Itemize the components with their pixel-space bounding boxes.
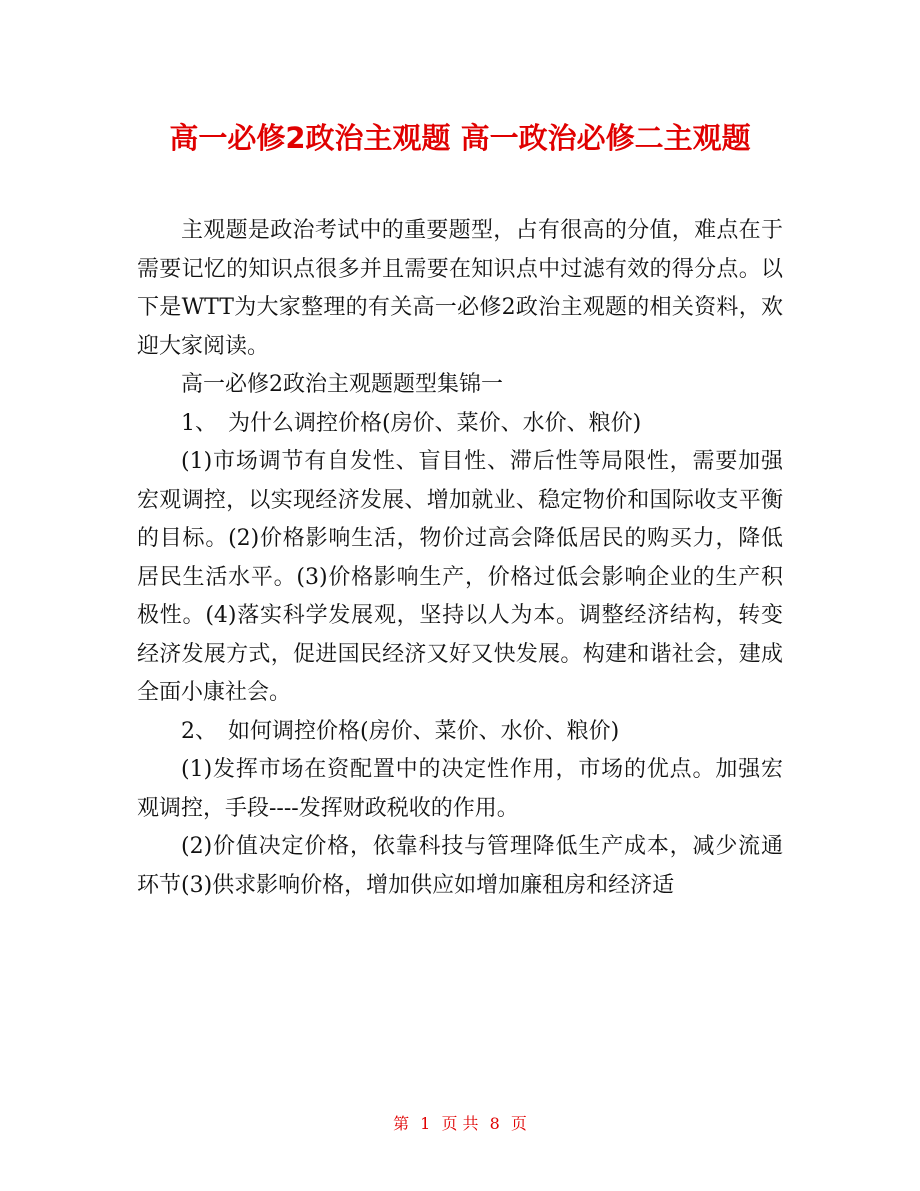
answer-2-paragraph-1: (1)发挥市场在资配置中的决定性作用，市场的优点。加强宏观调控，手段----发挥财政税收的作用。 <box>137 757 783 821</box>
document-body <box>137 212 783 905</box>
intro-paragraph: 主观题是政治考试中的重要题型，占有很高的分值，难点在于需要记忆的知识点很多并且需要在知识点中过滤有效的得分点。以下是WTT为大家整理的有关高一必修2政治主观题的相关资料，欢迎大家阅读。 <box>137 218 783 359</box>
page-footer <box>0 1113 920 1135</box>
document-title: 高一必修2政治主观题 高一政治必修二主观题 <box>169 121 751 155</box>
answer-2-paragraph-2: (2)价值决定价格，依靠科技与管理降低生产成本，减少流通环节(3)供求影响价格，增加供应如增加廉租房和经济适 <box>137 834 783 898</box>
section-heading: 高一必修2政治主观题题型集锦一 <box>181 372 503 397</box>
question-1: 1、 为什么调控价格(房价、菜价、水价、粮价) <box>181 410 642 436</box>
footer-prefix: 第 <box>393 1114 410 1133</box>
footer-middle: 页 共 <box>441 1114 479 1133</box>
footer-total-pages: 8 <box>489 1114 500 1133</box>
footer-page-number: 1 <box>420 1114 431 1133</box>
question-2: 2、 如何调控价格(房价、菜价、水价、粮价) <box>181 718 620 744</box>
answer-1-paragraph: (1)市场调节有自发性、盲目性、滞后性等局限性，需要加强宏观调控，以实现经济发展、增加就业、稳定物价和国际收支平衡的目标。(2)价格影响生活，物价过高会降低居民的购买力，降低居民生活水平。(3)价格影响生产，价格过低会影响企业的生产积极性。(4)落实科学发展观，坚持以人为本。调整经济结构，转变经济发展方式，促进国民经济又好又快发展。构建和谐社会，建成全面小康社会。 <box>137 449 783 705</box>
footer-suffix: 页 <box>510 1114 527 1133</box>
